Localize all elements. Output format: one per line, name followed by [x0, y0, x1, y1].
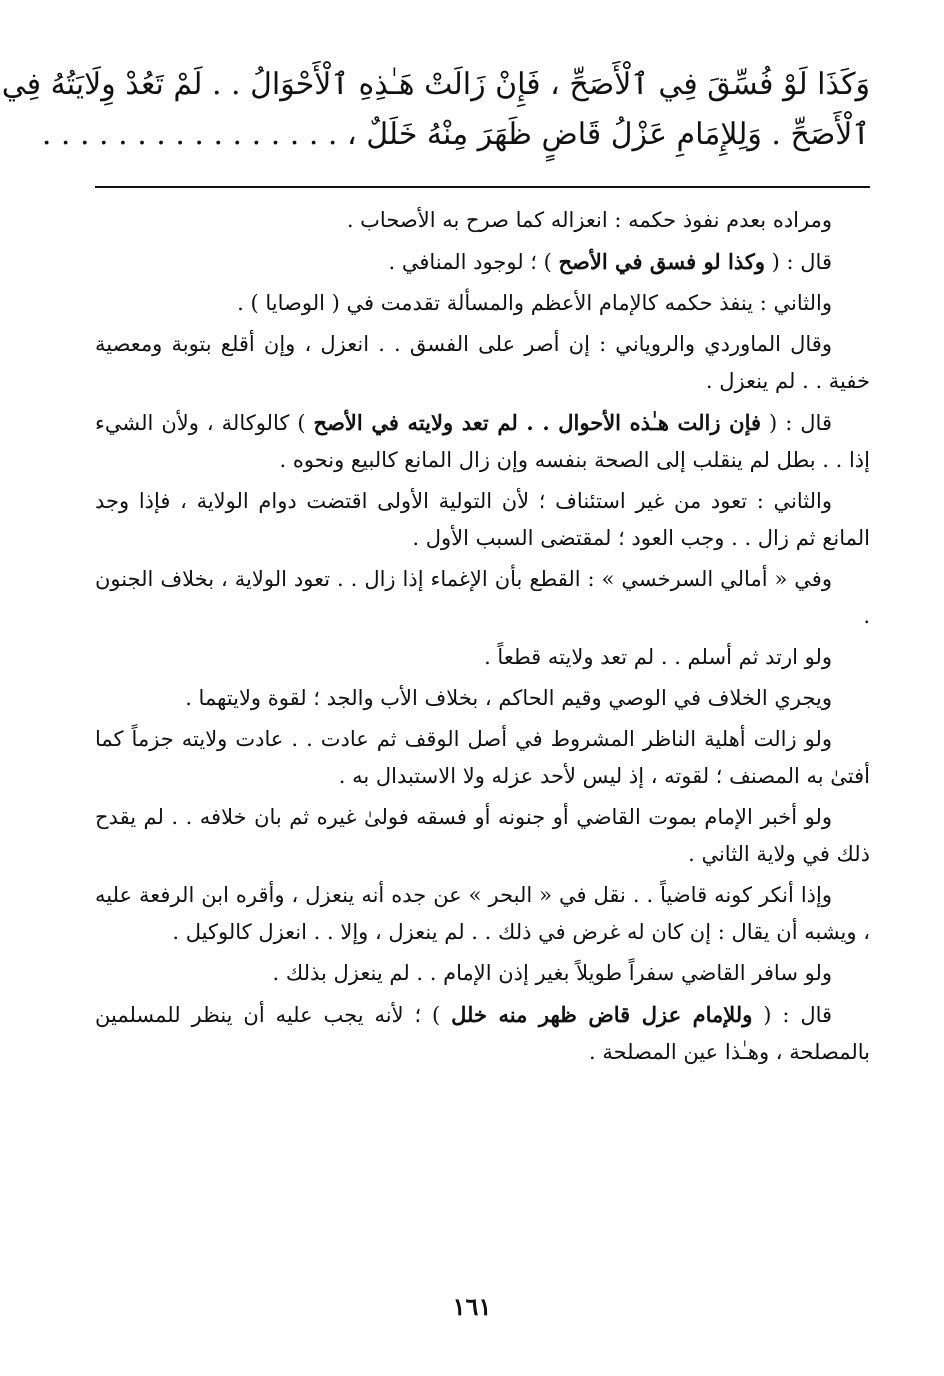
- quoted-main-text: وللإمام عزل قاض ظهر منه خلل: [451, 1002, 753, 1027]
- quote-suffix: ) ؛ لوجود المنافي .: [388, 250, 559, 274]
- book-page: [1, 60, 870, 1075]
- quote-prefix: قال : (: [765, 250, 832, 274]
- commentary-paragraph: وإذا أنكر كونه قاضياً . . نقل في « البحر » عن جده أنه ينعزل ، وأقره ابن الرفعة عليه ، ويشبه أن يقال : إن كان له غرض في ذلك . . لم ينعزل ، وإلا . . انعزل كالوكيل .: [95, 883, 870, 944]
- commentary-paragraph: وقال الماوردي والروياني : إن أصر على الفسق . . انعزل ، وإن أقلع بتوبة ومعصية خفية . . لم ينعزل .: [95, 332, 870, 393]
- commentary-paragraph: والثاني : ينفذ حكمه كالإمام الأعظم والمسألة تقدمت في ( الوصايا ) .: [237, 291, 832, 315]
- commentary-paragraph: وفي « أمالي السرخسي » : القطع بأن الإغماء إذا زال . . تعود الولاية ، بخلاف الجنون .: [95, 567, 870, 628]
- commentary-paragraph: ولو ارتد ثم أسلم . . لم تعد ولايته قطعاً .: [484, 645, 832, 669]
- commentary-paragraph: ولو زالت أهلية الناظر المشروط في أصل الوقف ثم عادت . . عادت ولايته جزماً كما أفتىٰ به المصنف ؛ لقوته ، إذ ليس لأحد عزله ولا الاستبدال به .: [95, 727, 870, 788]
- commentary-paragraph: [95, 404, 870, 479]
- commentary-paragraph: [95, 996, 870, 1071]
- page-number: ١٦١: [452, 1292, 492, 1321]
- quote-prefix: قال : (: [752, 1003, 833, 1027]
- commentary-paragraph: والثاني : تعود من غير استئناف ؛ لأن التولية الأولى اقتضت دوام الولاية ، فإذا وجد المانع ثم زال . . وجب العود ؛ لمقتضى السبب الأول .: [95, 489, 870, 550]
- commentary-paragraph: ولو سافر القاضي سفراً طويلاً بغير إذن الإمام . . لم ينعزل بذلك .: [272, 961, 832, 985]
- commentary-paragraph: ومراده بعدم نفوذ حكمه : انعزاله كما صرح به الأصحاب .: [346, 208, 832, 232]
- commentary-paragraph: [95, 243, 870, 281]
- main-text-line-1: وَكَذَا لَوْ فُسِّقَ فِي ٱلْأَصَحِّ ، فَإِنْ زَالَتْ هَـٰذِهِ ٱلْأَحْوَالُ . . لَمْ تَعُدْ وِلَايَتُهُ فِي: [1, 67, 870, 102]
- main-text-line-2: ٱلْأَصَحِّ . وَلِلإِمَامِ عَزْلُ قَاضٍ ظَهَرَ مِنْهُ خَلَلٌ ، . . . . . . . . . . . . . . . .: [41, 117, 870, 152]
- quoted-main-text: فإن زالت هـٰذه الأحوال . . لم تعد ولايته في الأصح: [313, 410, 762, 435]
- quote-prefix: قال : (: [761, 411, 832, 435]
- quote-suffix: ) كالوكالة ، ولأن الشيء إذا . . بطل لم ينقلب إلى الصحة بنفسه وإن زال المانع كالبيع ونحوه .: [95, 411, 870, 472]
- quote-suffix: ) ؛ لأنه يجب عليه أن ينظر للمسلمين بالمصلحة ، وهـٰذا عين المصلحة .: [95, 1003, 870, 1064]
- commentary-paragraph: ولو أخبر الإمام بموت القاضي أو جنونه أو فسقه فولىٰ غيره ثم بان خلافه . . لم يقدح ذلك في ولاية الثاني .: [95, 805, 870, 866]
- commentary-block: [95, 202, 870, 1071]
- main-text-block: [1, 60, 870, 160]
- quoted-main-text: وكذا لو فسق في الأصح: [558, 249, 765, 274]
- separator-rule: [95, 186, 870, 188]
- commentary-paragraph: ويجري الخلاف في الوصي وقيم الحاكم ، بخلاف الأب والجد ؛ لقوة ولايتهما .: [185, 686, 832, 710]
